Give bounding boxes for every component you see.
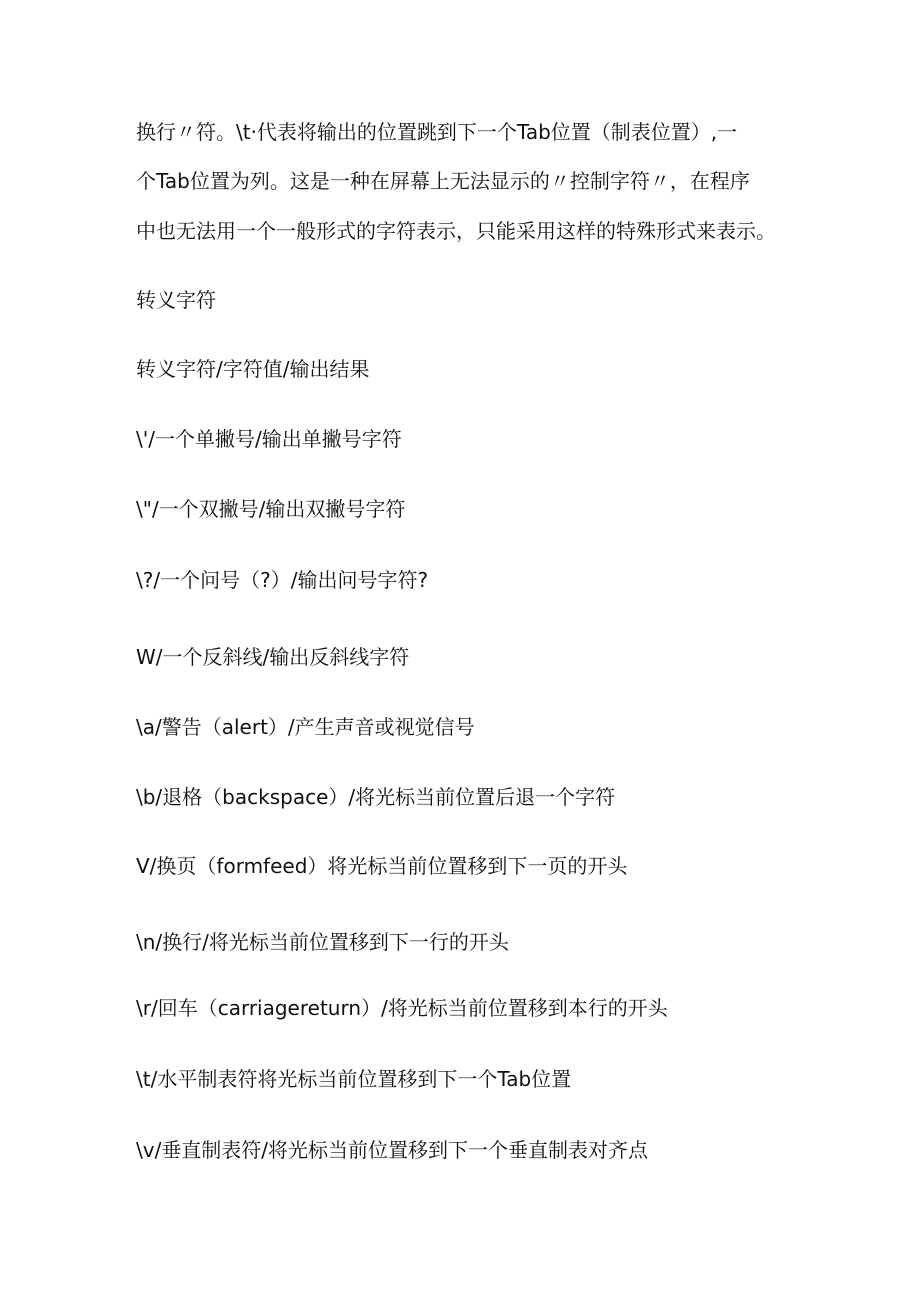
section-title: 转义字符 [136,288,216,312]
escape-row: V/换页（formfeed）将光标当前位置移到下一页的开头 [136,854,628,878]
escape-row: \?/一个问号（?）/输出问号字符? [136,568,429,592]
escape-row: \n/换行/将光标当前位置移到下一行的开头 [136,930,509,954]
escape-row: \t/水平制表符将光标当前位置移到下一个Tab位置 [136,1067,572,1091]
escape-row: \b/退格（backspace）/将光标当前位置后退一个字符 [136,785,616,809]
escape-row: \r/回车（carriagereturn）/将光标当前位置移到本行的开头 [136,996,668,1020]
table-header: 转义字符/字符值/输出结果 [136,357,370,381]
escape-row: \'/一个单撇号/输出单撇号字符 [136,427,402,451]
escape-row: \a/警告（alert）/产生声音或视觉信号 [136,715,475,739]
escape-row: \"/一个双撇号/输出双撇号字符 [136,497,406,521]
paragraph-line-2: 个Tab位置为列。这是一种在屏幕上无法显示的〃控制字符〃，在程序 [136,169,750,193]
paragraph-line-1: 换行〃符。\t·代表将输出的位置跳到下一个Tab位置（制表位置）,一 [136,120,738,144]
paragraph-line-3: 中也无法用一个一般形式的字符表示，只能采用这样的特殊形式来表示。 [136,219,776,243]
escape-row: W/一个反斜线/输出反斜线字符 [136,645,410,669]
escape-row: \v/垂直制表符/将光标当前位置移到下一个垂直制表对齐点 [136,1138,649,1162]
